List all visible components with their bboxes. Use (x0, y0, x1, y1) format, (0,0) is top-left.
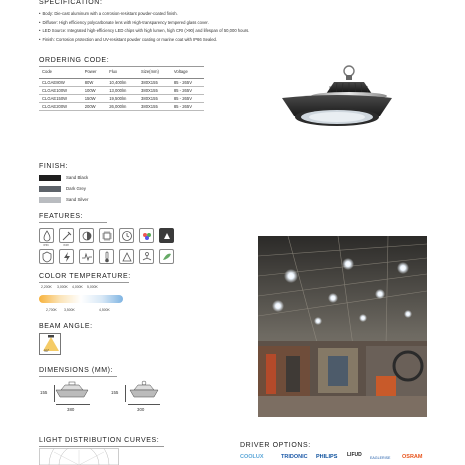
ct-bottom-label: 3,500K (64, 308, 75, 312)
ct-top-label: 3,000K (57, 285, 68, 289)
cell-flux: 10,400lm (106, 78, 138, 86)
light-distribution-title: LIGHT DISTRIBUTION CURVES: (39, 437, 160, 444)
cell-voltage: 85 - 265V (171, 86, 204, 94)
dimension-drawing-front (52, 380, 92, 404)
table-row (39, 94, 204, 102)
cell-power: 100W (82, 86, 107, 94)
dimension-height-label: 155 (111, 390, 119, 395)
ik08-icon (59, 228, 74, 243)
lifetime-icon (119, 228, 134, 243)
beam-icon (119, 249, 134, 264)
ct-top-label: 2,200K (41, 285, 52, 289)
cell-size: 380X155 (138, 78, 171, 86)
dimension-line-horizontal (128, 404, 160, 405)
specification-title: SPECIFICATION: (39, 0, 103, 6)
table-row (39, 86, 204, 94)
chip-icon (99, 228, 114, 243)
ordering-table (39, 66, 204, 111)
color-temperature-gradient (39, 295, 123, 303)
dimension-line-horizontal (56, 404, 90, 405)
spec-item: • Diffuser: High efficiency polycarbonate lens with High-transparency tempered glass cover. (39, 19, 249, 28)
dimension-drawing-side (126, 380, 162, 404)
light-distribution-curve (39, 448, 119, 465)
brand-logo-coolux: COOLUX (240, 454, 264, 460)
spec-item: • LED Source: Integrated high-efficiency LED chips with high lumen, high CRI (>90) and lifespan of 50,000 hours. (39, 27, 249, 36)
column-header: Size(mm) (138, 66, 171, 78)
dimension-line-vertical (54, 385, 55, 402)
finish-label: Sand Silver (66, 197, 89, 202)
cell-code: CLGAE150W (39, 94, 82, 102)
specification-list (39, 10, 249, 44)
feature-caption: IP66 (43, 244, 49, 247)
cell-power: 200W (82, 102, 107, 110)
finish-label: Dark Grey (66, 186, 87, 191)
brand-logo-osram: OSRAM (402, 454, 423, 460)
table-row (39, 102, 204, 110)
surge-icon (79, 249, 94, 264)
feature-caption: IK08 (63, 244, 69, 247)
cell-code: CLGAE200W (39, 102, 82, 110)
ip66-icon (39, 228, 54, 243)
dimension-height-label: 155 (40, 390, 48, 395)
finish-swatch-sand-silver[interactable] (39, 197, 61, 203)
product-image (282, 60, 392, 150)
cri-icon (139, 228, 154, 243)
finish-title: FINISH: (39, 163, 69, 170)
brand-logo-philips: PHILIPS (316, 454, 338, 460)
dimmable-icon (79, 228, 94, 243)
features-title: FEATURES: (39, 213, 84, 220)
cell-code: CLGAE80W (39, 78, 82, 86)
beam-angle-title: BEAM ANGLE: (39, 323, 93, 330)
temperature-icon (99, 249, 114, 264)
warranty-icon (39, 249, 54, 264)
efficiency-icon (159, 249, 174, 264)
dimension-width-label: 300 (137, 407, 145, 412)
beam-angle-value: 90° (44, 349, 50, 353)
cell-voltage: 85 - 265V (171, 78, 204, 86)
spec-item: • Finish: Corrosion protection and UV-resistant powder coating or marine coat with IP66 Sealed. (39, 36, 249, 45)
dimension-width-label: 380 (67, 407, 75, 412)
ct-bottom-label: 2,700K (46, 308, 57, 312)
color-temperature-title: COLOR TEMPERATURE: (39, 273, 131, 280)
column-header: Flux (106, 66, 138, 78)
column-header: Power (82, 66, 107, 78)
cell-size: 380X155 (138, 86, 171, 94)
wattage-icon (59, 249, 74, 264)
beam-angle-box (39, 333, 61, 355)
dimensions-divider (39, 376, 117, 377)
finish-swatch-dark-grey[interactable] (39, 186, 61, 192)
spec-item: • Body: Die-cast aluminum with a corrosion-resistant powder-coated finish. (39, 10, 249, 19)
finish-label: Sand Black (66, 175, 89, 180)
finish-swatch-sand-black[interactable] (39, 175, 61, 181)
table-header-row (39, 66, 204, 78)
table-row (39, 78, 204, 86)
driver-options-title: DRIVER OPTIONS: (240, 442, 311, 449)
light-distribution-divider (39, 446, 164, 447)
ct-top-label: 5,000K (87, 285, 98, 289)
cell-size: 380X155 (138, 102, 171, 110)
cell-flux: 19,500lm (106, 94, 138, 102)
cell-size: 380X155 (138, 94, 171, 102)
ordering-title: ORDERING CODE: (39, 57, 110, 64)
cell-flux: 13,000lm (106, 86, 138, 94)
brand-logo-lifud: LIFUD (347, 452, 362, 458)
ct-top-label: 4,000K (72, 285, 83, 289)
cell-code: CLGAE100W (39, 86, 82, 94)
brand-logo-tridonic: TRIDONIC (281, 454, 308, 460)
column-header: Code (39, 66, 82, 78)
cell-voltage: 85 - 265V (171, 102, 204, 110)
brand-logo-eaglerise: EAGLERISE (370, 456, 391, 460)
application-photo (258, 236, 427, 417)
cell-voltage: 85 - 265V (171, 94, 204, 102)
ct-bottom-label: 4,500K (99, 308, 110, 312)
mount-icon (139, 249, 154, 264)
cell-power: 150W (82, 94, 107, 102)
dimensions-title: DIMENSIONS (MM): (39, 367, 114, 374)
cell-flux: 26,000lm (106, 102, 138, 110)
dimension-line-vertical (125, 385, 126, 402)
sensor-icon (159, 228, 174, 243)
color-temperature-divider (39, 282, 129, 283)
features-divider (39, 222, 107, 223)
column-header: Voltage (171, 66, 204, 78)
cell-power: 80W (82, 78, 107, 86)
